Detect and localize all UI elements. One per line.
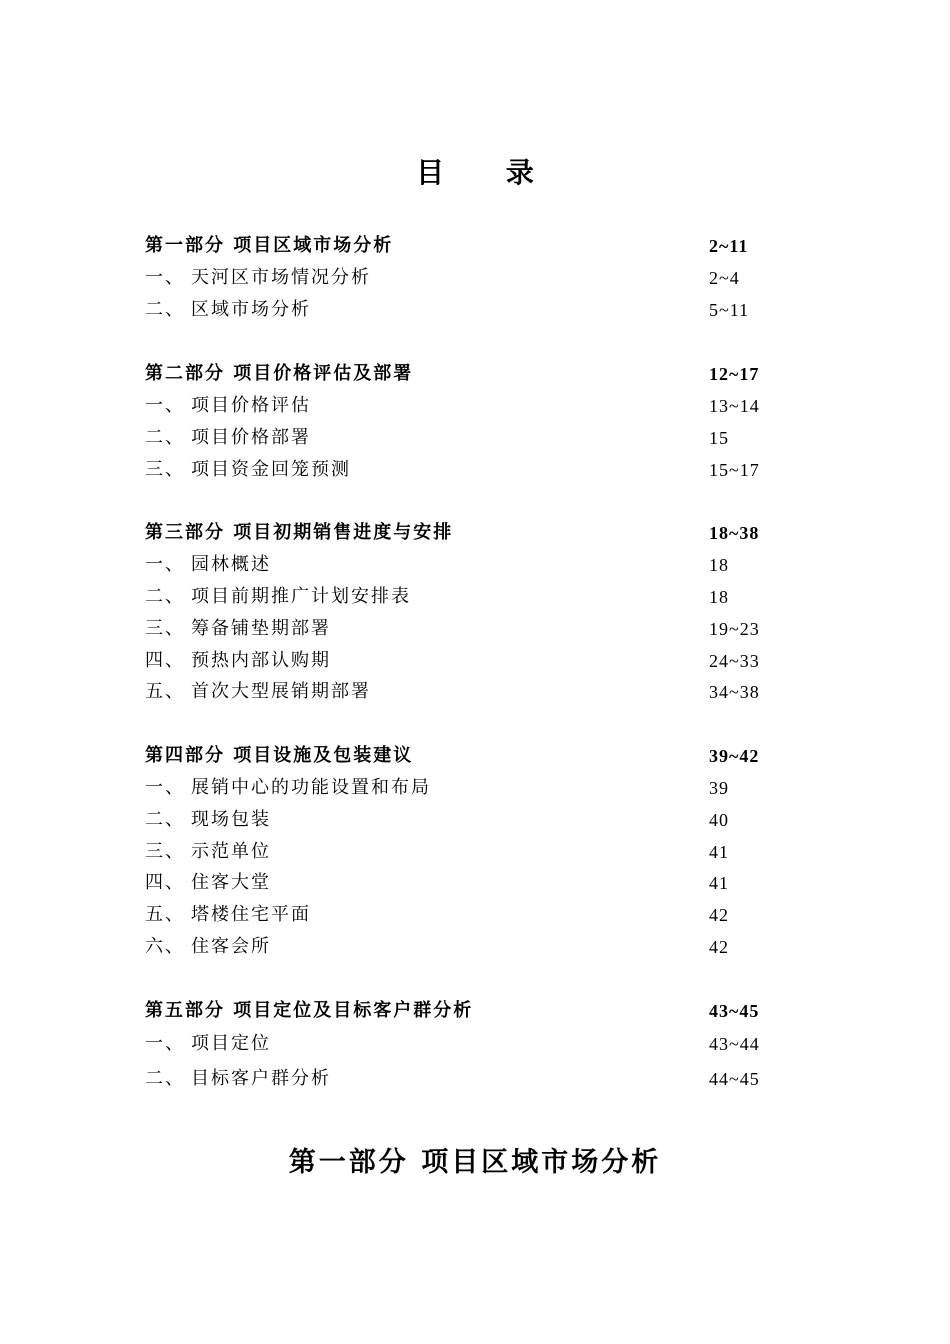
toc-page-range: 13~14	[709, 396, 760, 416]
toc-item-label: 塔楼住宅平面	[191, 904, 311, 925]
toc-item-label: 项目价格部署	[191, 427, 311, 448]
toc-item-label: 项目资金回笼预测	[191, 459, 351, 480]
toc-page-range: 39~42	[709, 746, 760, 766]
toc-item-number: 二、	[145, 1068, 185, 1089]
toc-title: 目 录	[416, 156, 560, 189]
toc-item-label: 天河区市场情况分析	[191, 267, 371, 288]
toc-page-range: 18~38	[709, 523, 760, 543]
toc-page-range: 43~44	[709, 1034, 760, 1054]
toc-page-range: 42	[709, 937, 729, 957]
toc-item-number: 三、	[145, 841, 185, 862]
toc-item[interactable]	[145, 806, 770, 834]
toc-item-number: 二、	[145, 427, 185, 448]
toc-item[interactable]	[145, 551, 770, 579]
toc-item-number: 五、	[145, 904, 185, 925]
toc-item[interactable]	[145, 456, 770, 484]
toc-item-number: 一、	[145, 395, 185, 416]
toc-item[interactable]	[145, 838, 770, 866]
toc-item-label: 预热内部认购期	[191, 650, 331, 671]
toc-page-range: 19~23	[709, 619, 760, 639]
toc-heading[interactable]	[145, 232, 770, 260]
toc-page-range: 41	[709, 873, 729, 893]
toc-item[interactable]	[145, 774, 770, 802]
toc-page-range: 44~45	[709, 1069, 760, 1089]
toc-page-range: 43~45	[709, 1001, 760, 1021]
toc-item[interactable]	[145, 1030, 770, 1058]
toc-item-number: 一、	[145, 777, 185, 798]
toc-page-range: 34~38	[709, 682, 760, 702]
toc-item-label: 园林概述	[191, 554, 271, 575]
toc-page-range: 39	[709, 778, 729, 798]
toc-item-number: 六、	[145, 936, 185, 957]
toc-page-range: 5~11	[709, 300, 750, 320]
toc-page-range: 41	[709, 842, 729, 862]
toc-item[interactable]	[145, 933, 770, 961]
toc-item-number: 三、	[145, 459, 185, 480]
toc-heading-label: 第一部分 项目区域市场分析	[145, 235, 394, 256]
toc-page-range: 2~11	[709, 236, 749, 256]
toc-item-number: 四、	[145, 650, 185, 671]
toc-item[interactable]	[145, 615, 770, 643]
toc-heading-label: 第四部分 项目设施及包装建议	[145, 745, 414, 766]
toc-item-label: 现场包装	[191, 809, 271, 830]
toc-item[interactable]	[145, 901, 770, 929]
toc-item-number: 四、	[145, 872, 185, 893]
toc-item-label: 筹备铺垫期部署	[191, 618, 331, 639]
toc-item-number: 一、	[145, 267, 185, 288]
toc-item-label: 项目前期推广计划安排表	[191, 586, 411, 607]
toc-heading[interactable]	[145, 519, 770, 547]
toc-item-number: 一、	[145, 554, 185, 575]
toc-item-number: 五、	[145, 681, 185, 702]
toc-item-number: 二、	[145, 299, 185, 320]
toc-item-label: 目标客户群分析	[191, 1068, 331, 1089]
toc-page-range: 15	[709, 428, 729, 448]
toc-heading[interactable]	[145, 997, 770, 1025]
toc-page-range: 42	[709, 905, 729, 925]
toc-page-range: 40	[709, 810, 729, 830]
toc-item-label: 项目价格评估	[191, 395, 311, 416]
toc-item-number: 二、	[145, 809, 185, 830]
toc-item-number: 三、	[145, 618, 185, 639]
toc-heading-label: 第三部分 项目初期销售进度与安排	[145, 522, 454, 543]
toc-item-number: 一、	[145, 1033, 185, 1054]
toc-item[interactable]	[145, 264, 770, 292]
toc-item[interactable]	[145, 1065, 770, 1093]
toc-item-label: 项目定位	[191, 1033, 271, 1054]
toc-heading[interactable]	[145, 742, 770, 770]
toc-item-label: 示范单位	[191, 841, 271, 862]
toc-item[interactable]	[145, 296, 770, 324]
toc-heading[interactable]	[145, 360, 770, 388]
toc-page-range: 18	[709, 587, 729, 607]
section-title: 第一部分 项目区域市场分析	[288, 1147, 662, 1178]
toc-page-range: 24~33	[709, 651, 760, 671]
toc-page-range: 15~17	[709, 460, 760, 480]
toc-item[interactable]	[145, 583, 770, 611]
toc-item-label: 区域市场分析	[191, 299, 311, 320]
toc-item[interactable]	[145, 647, 770, 675]
toc-item[interactable]	[145, 678, 770, 706]
toc-item[interactable]	[145, 424, 770, 452]
toc-heading-label: 第二部分 项目价格评估及部署	[145, 363, 414, 384]
toc-item-number: 二、	[145, 586, 185, 607]
toc-item-label: 住客大堂	[191, 872, 271, 893]
toc-heading-label: 第五部分 项目定位及目标客户群分析	[145, 1000, 474, 1021]
toc-item-label: 展销中心的功能设置和布局	[191, 777, 431, 798]
toc-item[interactable]	[145, 392, 770, 420]
toc-page-range: 2~4	[709, 268, 740, 288]
toc-page-range: 18	[709, 555, 729, 575]
toc-page-range: 12~17	[709, 364, 760, 384]
toc-item-label: 首次大型展销期部署	[191, 681, 371, 702]
toc-item[interactable]	[145, 869, 770, 897]
toc-item-label: 住客会所	[191, 936, 271, 957]
